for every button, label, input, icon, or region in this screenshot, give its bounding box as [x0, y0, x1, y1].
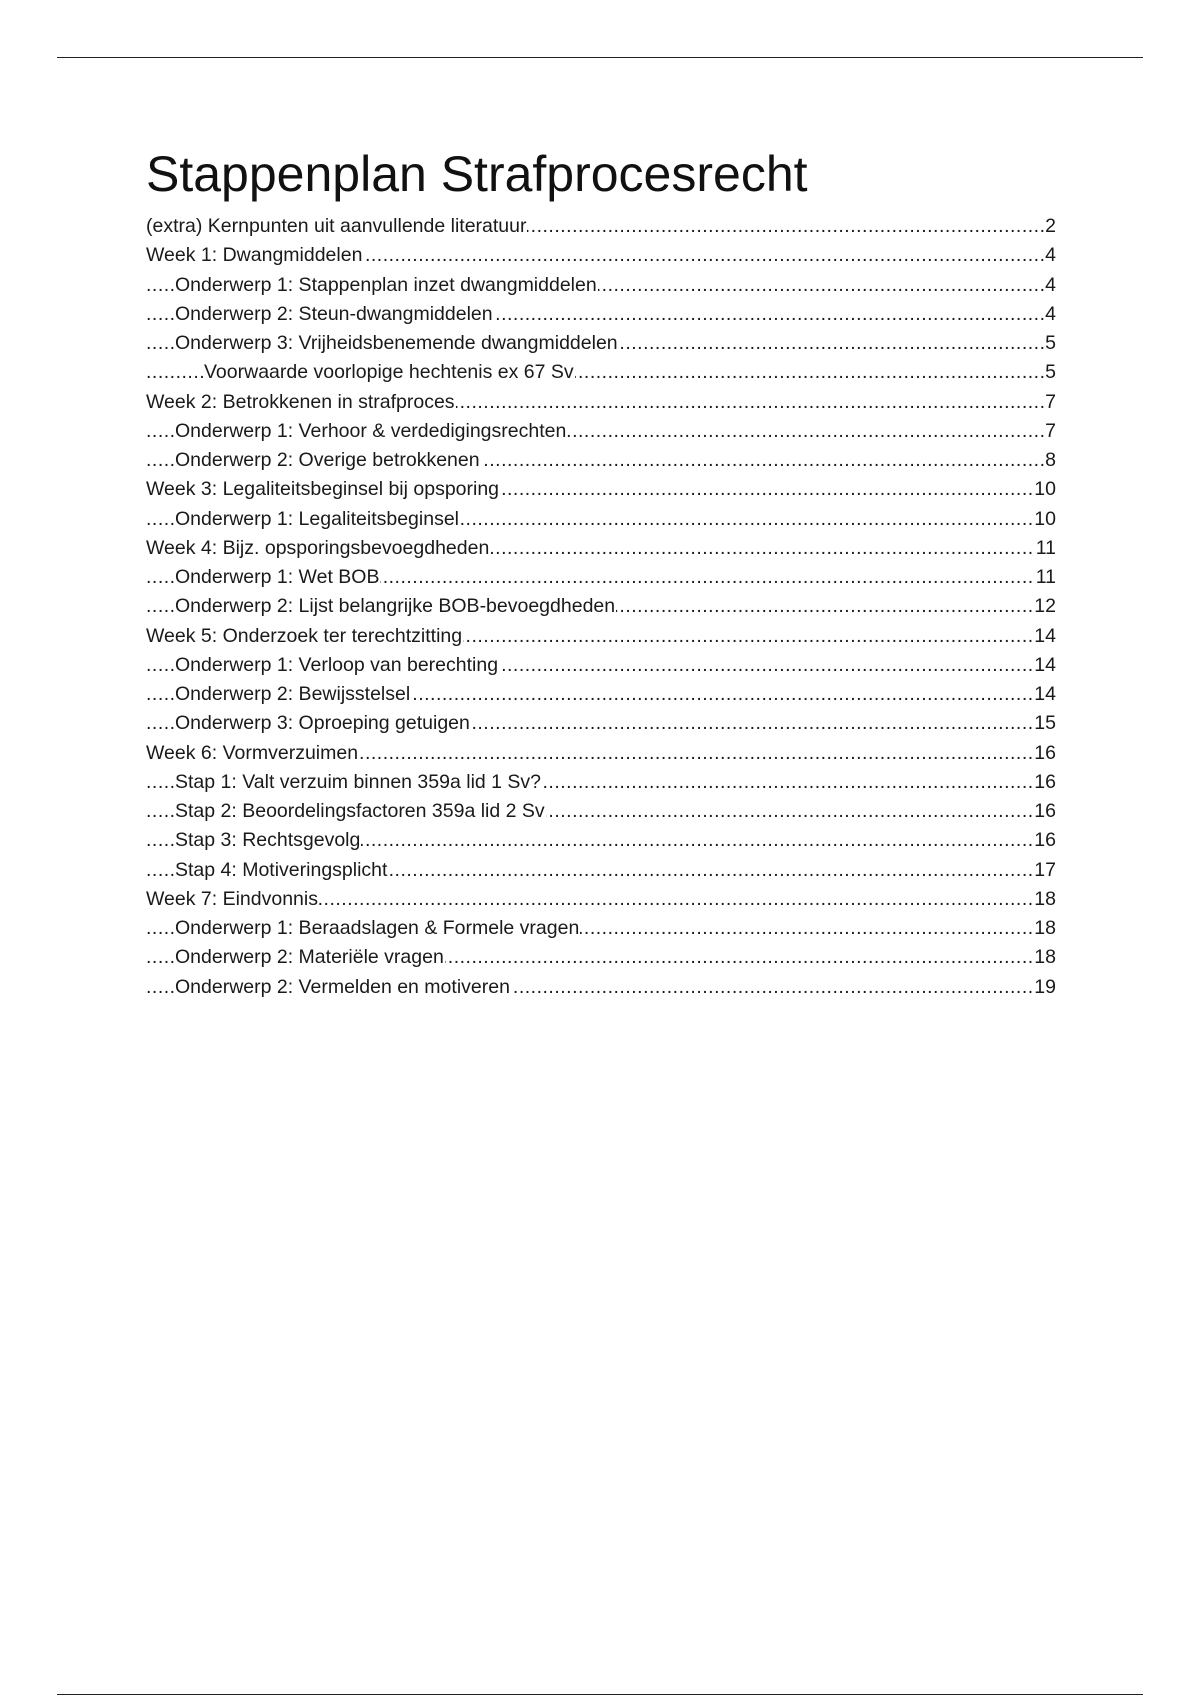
toc-entry[interactable]: [146, 241, 1056, 270]
toc-entry[interactable]: [146, 914, 1056, 943]
toc-entry[interactable]: [146, 592, 1056, 621]
toc-entry-title: Onderwerp 1: Verhoor & verdedigingsrechten: [175, 419, 567, 442]
toc-page-number: 15: [1033, 709, 1056, 738]
toc-entry-title: Week 5: Onderzoek ter terechtzitting: [146, 624, 463, 647]
toc-page-number: 10: [1033, 475, 1056, 504]
toc-entry-title: Stap 2: Beoordelingsfactoren 359a lid 2 Sv: [175, 800, 545, 822]
toc-page-number: 14: [1033, 680, 1056, 709]
toc-entry-title: Onderwerp 1: Verloop van berechting: [175, 653, 499, 676]
document-title: Stappenplan Strafprocesrecht: [146, 146, 808, 202]
toc-page-number: 16: [1033, 768, 1056, 797]
toc-entry[interactable]: [146, 505, 1056, 534]
toc-entry-title: Onderwerp 2: Lijst belangrijke BOB-bevoegdheden: [175, 595, 616, 618]
toc-entry-title: (extra) Kernpunten uit aanvullende literatuur: [146, 215, 527, 237]
toc-page-number: 11: [1035, 534, 1056, 563]
toc-entry[interactable]: [146, 329, 1056, 358]
toc-page-number: 18: [1033, 943, 1056, 972]
toc-entry-title: Week 3: Legaliteitsbeginsel bij opsporing: [146, 478, 500, 501]
toc-entry[interactable]: [146, 739, 1056, 768]
toc-entry-title: Stap 4: Motiveringsplicht: [175, 858, 388, 881]
toc-entry[interactable]: [146, 300, 1056, 329]
toc-entry[interactable]: [146, 563, 1056, 592]
toc-entry-title: Onderwerp 3: Oproeping getuigen: [175, 712, 470, 735]
toc-page-number: 18: [1033, 914, 1056, 943]
toc-entry[interactable]: [146, 943, 1056, 972]
toc-entry[interactable]: [146, 651, 1056, 680]
toc-page-number: 12: [1033, 592, 1056, 621]
toc-entry-title: Onderwerp 1: Wet BOB: [175, 566, 380, 588]
toc-entry-title: Onderwerp 1: Beraadslagen & Formele vragen: [175, 917, 580, 939]
toc-page-number: 18: [1033, 885, 1056, 914]
toc-entry-title: Voorwaarde voorlopige hechtenis ex 67 Sv: [204, 361, 574, 384]
toc-page-number: 5: [1044, 358, 1056, 387]
toc-entry[interactable]: [146, 973, 1056, 1002]
header-rule: [57, 57, 1143, 58]
toc-entry[interactable]: [146, 358, 1056, 387]
toc-entry-title: Onderwerp 2: Steun-dwangmiddelen: [175, 302, 493, 325]
toc-entry[interactable]: [146, 446, 1056, 475]
toc-page-number: 2: [1044, 212, 1056, 241]
toc-page-number: 16: [1033, 797, 1056, 826]
toc-page-number: 19: [1033, 973, 1056, 1002]
toc-entry[interactable]: [146, 768, 1056, 797]
toc-entry[interactable]: [146, 475, 1056, 504]
toc-entry-title: Week 1: Dwangmiddelen: [146, 244, 363, 267]
toc-entry[interactable]: [146, 212, 1056, 241]
toc-page-number: 14: [1033, 651, 1056, 680]
toc-entry-title: Onderwerp 2: Materiële vragen: [175, 946, 444, 969]
toc-entry[interactable]: [146, 680, 1056, 709]
toc-page-number: 8: [1044, 446, 1056, 475]
toc-entry-title: Onderwerp 2: Bewijsstelsel: [175, 683, 411, 705]
toc-page-number: 4: [1044, 241, 1056, 270]
toc-entry-title: Onderwerp 2: Vermelden en motiveren: [175, 975, 510, 998]
toc-entry[interactable]: [146, 622, 1056, 651]
toc-entry-title: Week 7: Eindvonnis: [146, 887, 318, 910]
toc-entry[interactable]: [146, 388, 1056, 417]
table-of-contents: [146, 212, 1056, 1002]
toc-entry-title: Onderwerp 1: Stappenplan inzet dwangmiddelen: [175, 273, 597, 296]
toc-page-number: 17: [1033, 856, 1056, 885]
toc-entry-title: Onderwerp 1: Legaliteitsbeginsel: [175, 507, 460, 530]
toc-entry[interactable]: [146, 856, 1056, 885]
toc-entry[interactable]: [146, 797, 1056, 826]
toc-page-number: 16: [1033, 739, 1056, 768]
toc-entry-title: Stap 1: Valt verzuim binnen 359a lid 1 Sv?: [175, 770, 542, 793]
toc-page-number: 7: [1044, 388, 1056, 417]
toc-entry-title: Week 4: Bijz. opsporingsbevoegdheden: [146, 536, 490, 559]
toc-entry[interactable]: [146, 885, 1056, 914]
toc-page-number: 16: [1033, 826, 1056, 855]
toc-entry-title: Week 2: Betrokkenen in strafproces: [146, 390, 455, 413]
toc-entry[interactable]: [146, 271, 1056, 300]
toc-entry[interactable]: [146, 417, 1056, 446]
toc-page-number: 7: [1044, 417, 1056, 446]
toc-entry-title: Week 6: Vormverzuimen: [146, 741, 359, 764]
toc-page-number: 10: [1033, 505, 1056, 534]
toc-entry-title: Stap 3: Rechtsgevolg: [175, 829, 361, 852]
toc-entry[interactable]: [146, 826, 1056, 855]
toc-page-number: 11: [1035, 563, 1056, 592]
toc-page-number: 5: [1044, 329, 1056, 358]
toc-entry[interactable]: [146, 709, 1056, 738]
toc-page-number: 4: [1044, 300, 1056, 329]
toc-entry-title: Onderwerp 2: Overige betrokkenen: [175, 449, 480, 471]
toc-entry-title: Onderwerp 3: Vrijheidsbenemende dwangmiddelen: [175, 332, 618, 354]
toc-page-number: 4: [1044, 271, 1056, 300]
footer-rule: [57, 1694, 1143, 1695]
toc-page-number: 14: [1033, 622, 1056, 651]
toc-entry[interactable]: [146, 534, 1056, 563]
